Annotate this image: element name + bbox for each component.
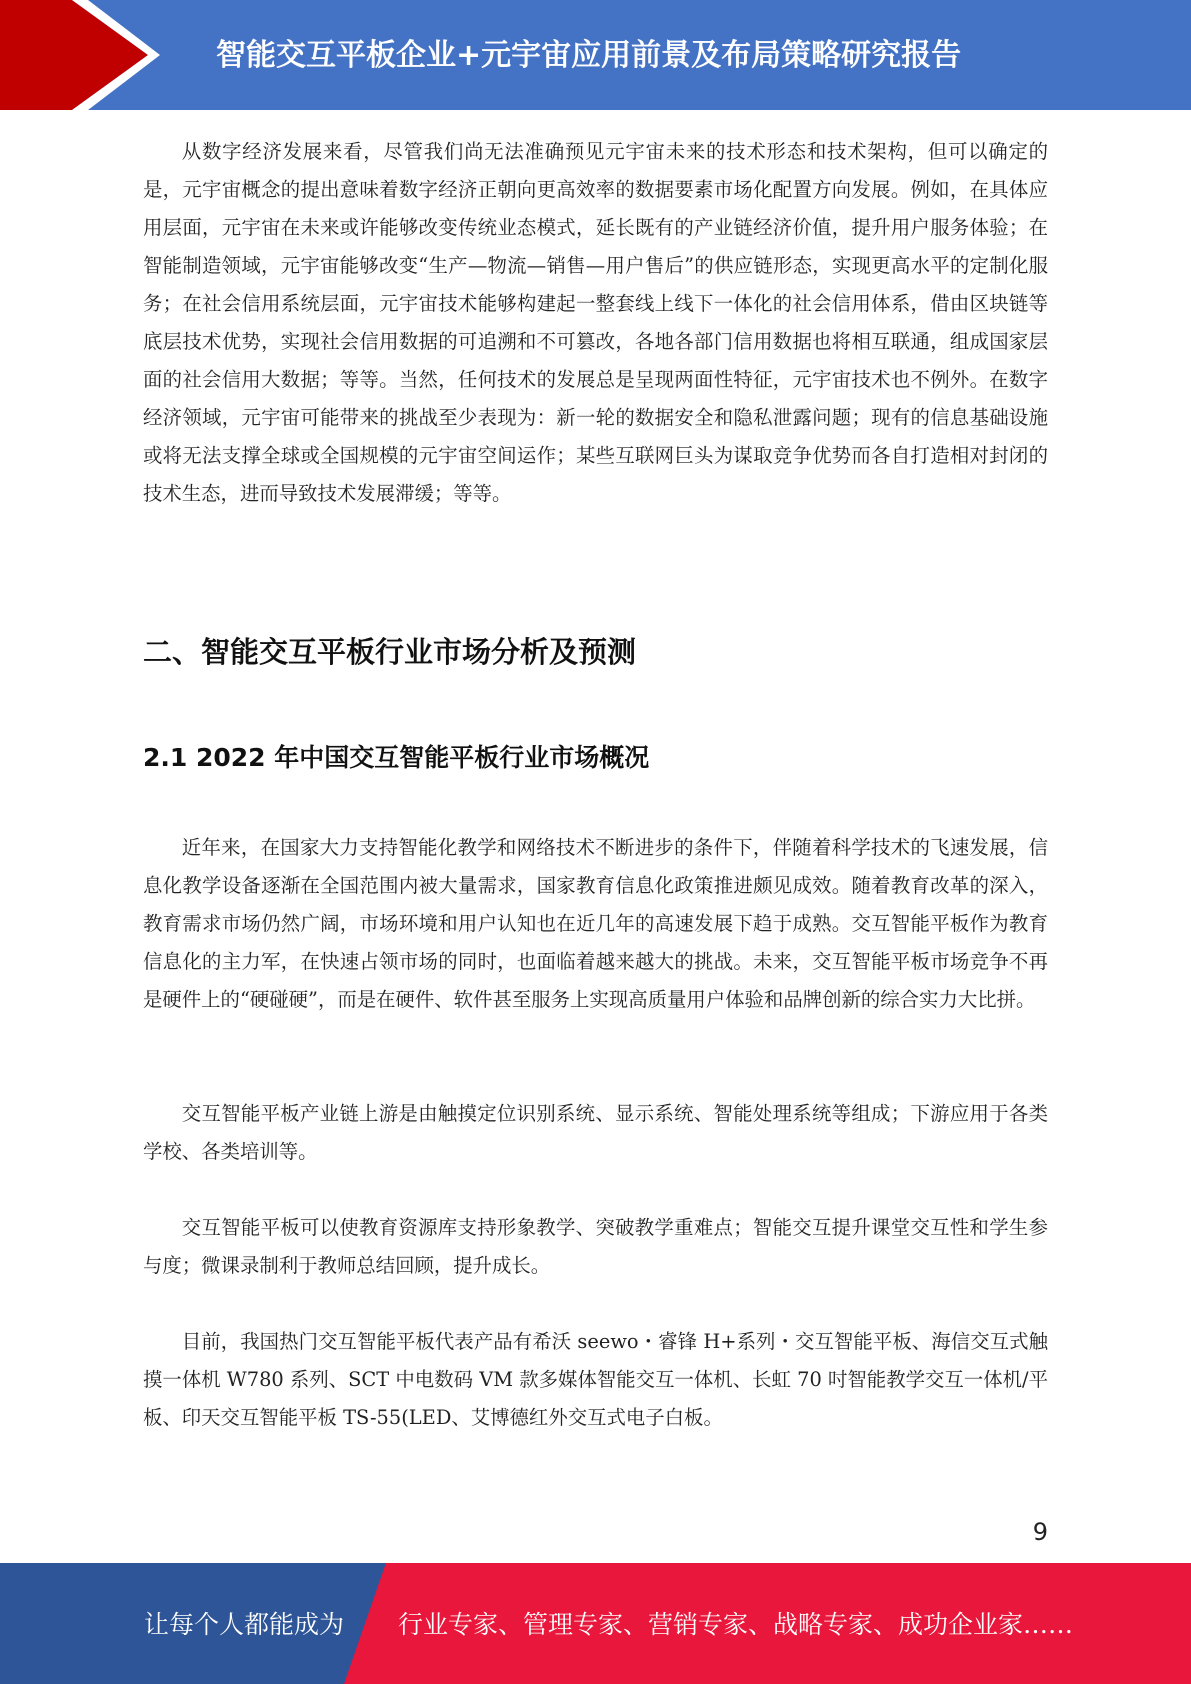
page-footer — [0, 1563, 1191, 1684]
footer-slogan-right: 行业专家、管理专家、营销专家、战略专家、成功企业家…… — [398, 1610, 1074, 1639]
body-paragraph-1: 从数字经济发展来看，尽管我们尚无法准确预见元宇宙未来的技术形态和技术架构，但可以确定的是，元宇宙概念的提出意味着数字经济正朝向更高效率的数据要素市场化配置方向发展。例如，在具体应用层面，元宇宙在未来或许能够改变传统业态模式，延长既有的产业链经济价值，提升用户服务体验；在智能制造领域，元宇宙能够改变“生产—物流—销售—用户售后”的供应链形态，实现更高水平的定制化服务；在社会信用系统层面，元宇宙技术能够构建起一整套线上线下一体化的社会信用体系，借由区块链等底层技术优势，实现社会信用数据的可追溯和不可篡改，各地各部门信用数据也将相互联通，组成国家层面的社会信用大数据；等等。当然，任何技术的发展总是呈现两面性特征，元宇宙技术也不例外。在数字经济领域，元宇宙可能带来的挑战至少表现为：新一轮的数据安全和隐私泄露问题；现有的信息基础设施或将无法支撑全球或全国规模的元宇宙空间运作；某些互联网巨头为谋取竞争优势而各自打造相对封闭的技术生态，进而导致技术发展滞缓；等等。 — [143, 140, 1048, 505]
body-paragraph-2: 近年来，在国家大力支持智能化教学和网络技术不断进步的条件下，伴随着科学技术的飞速发展，信息化教学设备逐渐在全国范围内被大量需求，国家教育信息化政策推进颇见成效。随着教育改革的深入，教育需求市场仍然广阔，市场环境和用户认知也在近几年的高速发展下趋于成熟。交互智能平板作为教育信息化的主力军，在快速占领市场的同时，也面临着越来越大的挑战。未来，交互智能平板市场竞争不再是硬件上的“硬碰硬”，而是在硬件、软件甚至服务上实现高质量用户体验和品牌创新的综合实力大比拼。 — [143, 836, 1048, 1011]
page-number: 9 — [1032, 1518, 1048, 1546]
footer-slogan-left: 让每个人都能成为 — [144, 1610, 345, 1639]
body-paragraph-5: 目前，我国热门交互智能平板代表产品有希沃 seewo・睿锋 H+系列・交互智能平板、海信交互式触摸一体机 W780 系列、SCT 中电数码 VM 款多媒体智能交互一体机、长虹 70 吋智能教学交互一体机/平板、印天交互智能平板 TS-55(LED、艾博德红外交互式电子白板。 — [143, 1330, 1048, 1429]
body-paragraph-4: 交互智能平板可以使教育资源库支持形象教学、突破教学重难点；智能交互提升课堂交互性和学生参与度；微课录制利于教师总结回顾，提升成长。 — [143, 1216, 1048, 1277]
section-heading: 二、智能交互平板行业市场分析及预测 — [143, 635, 637, 669]
report-title: 智能交互平板企业+元宇宙应用前景及布局策略研究报告 — [216, 38, 962, 73]
body-paragraph-3: 交互智能平板产业链上游是由触摸定位识别系统、显示系统、智能处理系统等组成；下游应用于各类学校、各类培训等。 — [143, 1102, 1048, 1163]
subsection-heading: 2.1 2022 年中国交互智能平板行业市场概况 — [143, 743, 650, 772]
page-header — [0, 0, 1191, 110]
